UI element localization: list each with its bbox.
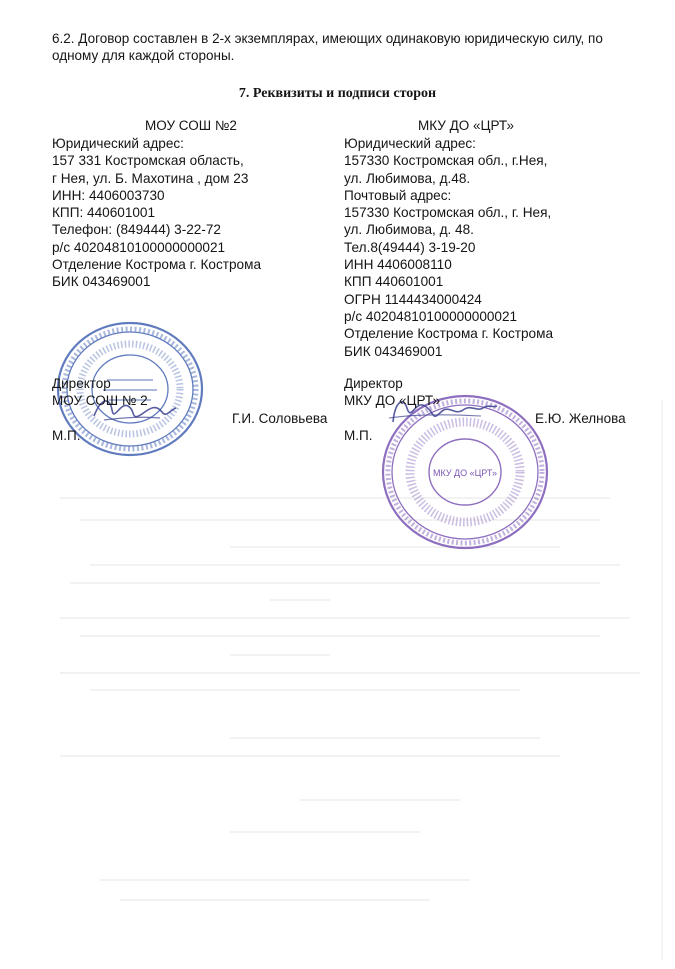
left-detail-line: р/с 40204810100000000021 [52, 239, 226, 255]
right-detail-line: Отделение Кострома г. Кострома [344, 326, 554, 342]
right-detail-line: ул. Любимова, д.48. [344, 170, 471, 186]
right-detail-line: ИНН 4406008110 [344, 257, 452, 273]
right-seal-center-text: МКУ ДО «ЦРТ» [432, 468, 498, 478]
left-signatory-name: Г.И. Соловьева [232, 411, 328, 426]
right-detail-line: БИК 043469001 [344, 343, 443, 359]
right-detail-line: Юридический адрес: [344, 136, 476, 151]
left-detail-line: БИК 043469001 [52, 274, 151, 290]
right-detail-line: ОГРН 1144434000424 [344, 291, 482, 307]
left-detail-line: КПП: 440601001 [52, 205, 156, 221]
right-detail-line: Тел.8(49444) 3-19-20 [344, 239, 476, 255]
left-signatory-title: Директор [52, 376, 111, 391]
right-signatory-title: Директор [344, 376, 403, 391]
left-party-details [52, 135, 261, 291]
right-detail-line: 157330 Костромская обл., г. Нея, [344, 205, 552, 221]
left-detail-line: 157 331 Костромская область, [52, 153, 244, 169]
right-detail-line: р/с 40204810100000000021 [344, 308, 518, 324]
left-detail-line: Отделение Кострома г. Кострома [52, 257, 262, 273]
left-detail-line: ИНН: 4406003730 [52, 187, 165, 203]
right-seal-label: М.П. [344, 428, 373, 443]
section-title: 7. Реквизиты и подписи сторон [238, 86, 437, 101]
clause-line-2: одному для каждой стороны. [52, 48, 235, 63]
left-detail-line: г Нея, ул. Б. Махотина , дом 23 [52, 170, 249, 186]
right-signatory-name: Е.Ю. Желнова [535, 411, 626, 426]
right-detail-line: ул. Любимова, д. 48. [344, 222, 474, 238]
right-detail-line: Почтовый адрес: [344, 187, 452, 203]
left-signatory-org: МОУ СОШ № 2 [52, 393, 148, 408]
left-seal-label: М.П. [52, 428, 81, 443]
left-detail-line: Юридический адрес: [52, 136, 184, 151]
right-party-name: МКУ ДО «ЦРТ» [418, 118, 515, 133]
clause-line-1: 6.2. Договор составлен в 2-х экземплярах, имеющих одинаковую юридическую силу, по [52, 31, 603, 46]
right-detail-line: 157330 Костромская обл., г.Нея, [344, 153, 548, 169]
right-detail-line: КПП 440601001 [344, 274, 444, 290]
left-detail-line: Телефон: (849444) 3-22-72 [52, 222, 221, 238]
left-party-name: МОУ СОШ №2 [145, 118, 237, 133]
right-party-details [344, 135, 553, 360]
right-signatory-org: МКУ ДО «ЦРТ» [344, 393, 441, 408]
